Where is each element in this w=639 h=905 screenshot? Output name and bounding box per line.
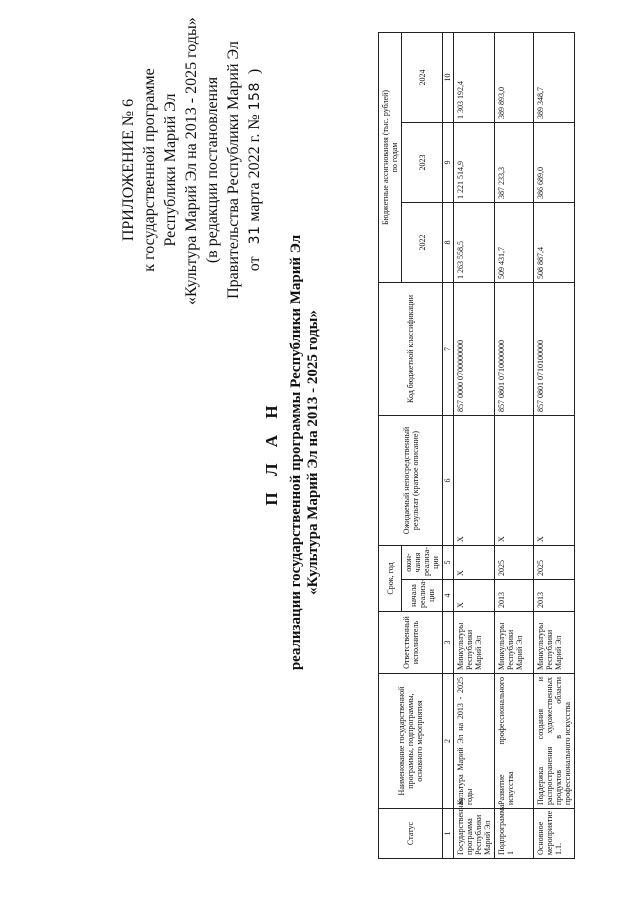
appendix-line: Правительства Республики Марий Эл [225,41,242,299]
appendix-line: «Культура Марий Эл на 2013 - 2025 годы» [183,17,200,305]
header-by-years: по годам [390,142,399,173]
cell-end: 2025 [534,546,575,580]
appendix-line: к государственной программе [141,68,158,272]
column-number: 7 [443,283,454,416]
column-number: 9 [443,123,454,203]
table-row [454,32,495,858]
header-budget-label: Бюджетные ассигнования (тыс. рублей) [381,89,390,226]
cell-result: X [454,416,495,546]
cell-status: Государственная программа Республики Марий Эл [454,809,495,859]
cell-2024: 389 893,0 [495,32,534,122]
cell-2024: 389 348,7 [534,32,575,122]
plan-table [378,32,575,859]
plan-program-name: «Культура Марий Эл на 2013 - 2025 годы» [305,310,321,595]
cell-start: X [454,580,495,612]
cell-2024: 1 303 192,4 [454,32,495,122]
header-status: Статус [379,809,443,859]
cell-name: Развитие профессионального искусства [495,674,534,809]
cell-executor: Минкультуры Республики Марий Эл [534,612,575,674]
column-number: 8 [443,203,454,283]
header-term: Срок, год [379,546,402,612]
header-name: Наименование государственной программы, подпрограммы, основного мероприятия [379,674,443,809]
table-row [534,32,575,858]
cell-executor: Минкультуры Республики Марий Эл [454,612,495,674]
cell-kbk: 857 0000 0700000000 [454,283,495,416]
date-prefix: от [246,256,263,272]
cell-2022: 509 431,7 [495,203,534,283]
header-term-end: окон-чания реализа-ции [402,546,443,580]
appendix-line: Республики Марий Эл [162,93,179,247]
appendix-line: ПРИЛОЖЕНИЕ № 6 [120,98,137,242]
header-budget [379,32,402,282]
cell-status: Подпрограмма 1 [495,809,534,859]
cell-result: X [495,416,534,546]
table-row [495,32,534,858]
header-kbk: Код бюджетной классификации [379,283,443,416]
plan-subtitle: реализации государственной программы Республики Марий Эл [288,234,304,671]
column-number: 5 [443,546,454,580]
date-day: 31 [247,225,263,245]
column-number: 6 [443,416,454,546]
date-month-year: марта 2022 г. № [246,114,263,222]
cell-2022: 1 263 558,5 [454,203,495,283]
column-number: 3 [443,612,454,674]
cell-status: Основное мероприятие 1.1. [534,809,575,859]
cell-end: X [454,546,495,580]
column-number: 1 [443,809,454,859]
decree-number: 158 [247,82,263,111]
header-result: Ожидаемый непосредственный результат (краткое описание) [379,416,443,546]
appendix-block [118,17,266,305]
cell-start: 2013 [534,580,575,612]
cell-kbk: 857 0801 0710000000 [495,283,534,416]
cell-end: 2025 [495,546,534,580]
column-number: 4 [443,580,454,612]
plan-title: П Л А Н [262,399,281,506]
header-year-2023: 2023 [402,123,443,203]
cell-executor: Минкультуры Республики Марий Эл [495,612,534,674]
cell-2023: 387 233,3 [495,123,534,203]
header-executor: Ответственный исполнитель [379,612,443,674]
date-suffix: ) [246,68,263,75]
cell-name: Поддержка создания и распространения художественных продуктов в области профессионального искусства [534,674,575,809]
cell-2023: 386 689,0 [534,123,575,203]
cell-2022: 508 887,4 [534,203,575,283]
cell-kbk: 857 0801 0710100000 [534,283,575,416]
header-year-2022: 2022 [402,203,443,283]
appendix-line: (в редакции постановления [204,76,221,264]
cell-start: 2013 [495,580,534,612]
cell-result: X [534,416,575,546]
header-year-2024: 2024 [402,32,443,122]
column-number: 2 [443,674,454,809]
cell-2023: 1 221 514,9 [454,123,495,203]
header-term-start: начала реализа-ции [402,580,443,612]
column-number: 10 [443,32,454,122]
cell-name: Культура Марий Эл на 2013 - 2025 годы [454,674,495,809]
